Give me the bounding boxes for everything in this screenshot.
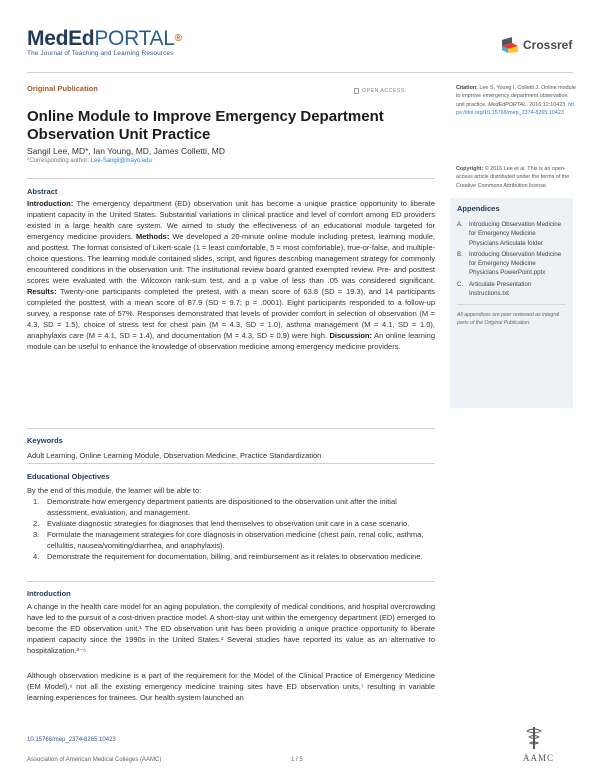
objective-number: 1. bbox=[33, 497, 40, 506]
article-type-label: Original Publication bbox=[27, 84, 98, 93]
abstract-results-text: Twenty-one participants completed the pretest, with a mean score of 63.8 (SD = 19.3), and 14 participants completed the posttest, with a mean score of 87.9 (SD = 9.7; p = .0001). Eight participants responded to a follow-up survey, a response rate of 57%. Responses demonstrated that levels of provider comfort in selection of observation (M = 4.3, SD = 1.5), choice of stress test for chest pain (M = 4.3, SD = 1.0), asthma management (M = 4.1, SD = 1.0), anaphylaxis care (M = 4.1, SD = 1.4), and documentation (M = 4.3, SD = 0.9) were high. bbox=[27, 287, 435, 340]
copyright-label: Copyright: bbox=[456, 166, 484, 172]
appendix-letter: C. bbox=[457, 280, 464, 288]
appendix-title: Introducing Observation Medicine for Emergency Medicine Physicians PowerPoint.pptx bbox=[469, 250, 562, 277]
license-link[interactable]: Attribution bbox=[503, 182, 528, 189]
citation-label: Citation: bbox=[456, 85, 478, 91]
appendix-item[interactable] bbox=[457, 220, 566, 248]
aamc-logo-icon bbox=[513, 725, 565, 770]
objective-text: Formulate the management strategies for core diagnosis in observation medicine (chest pain, renal colic, asthma, cellulitis, nausea/vomiting/diarrhea, and anaphylaxis). bbox=[47, 530, 424, 550]
appendix-item[interactable] bbox=[457, 280, 566, 299]
logo-portal: PORTAL bbox=[94, 27, 175, 50]
logo-tagline: The Journal of Teaching and Learning Resources bbox=[27, 50, 174, 57]
aamc-wordmark: AAMC bbox=[523, 753, 555, 763]
logo-registered-mark: ® bbox=[174, 33, 182, 44]
abstract-intro-text: The emergency department (ED) observation unit has become a unique practice opportunity to liberate inpatient capacity in the United States. Substantial variations in clinical practice and level of comfort among ED providers existed in a large health care system. We aimed to study the effectiveness of an educational module targeted for emergency medicine providers. bbox=[27, 199, 435, 241]
citation-journal: MedEdPORTAL bbox=[488, 101, 527, 108]
corresponding-email-link[interactable]: Lee-Sangil@mayo.edu bbox=[90, 158, 152, 164]
keywords-heading: Keywords bbox=[27, 436, 63, 445]
introduction-heading: Introduction bbox=[27, 589, 71, 598]
objective-item bbox=[33, 518, 435, 529]
copyright-text: © 2016 Lee et al. This is an open-access article distributed under the terms of the Creative Commons bbox=[456, 166, 570, 189]
abstract-body bbox=[27, 198, 435, 352]
appendices-heading: Appendices bbox=[457, 204, 500, 213]
objective-text: Demonstrate how emergency department patients are dispositioned to the observation unit after the initial assessment, evaluation, and management. bbox=[47, 497, 397, 517]
divider-introduction bbox=[27, 581, 435, 582]
divider-keywords bbox=[27, 428, 435, 429]
footer-doi[interactable]: 10.15766/mep_2374-8265.10423 bbox=[27, 737, 116, 743]
appendices-note: All appendices are peer reviewed as integral parts of the Original Publication. bbox=[457, 312, 560, 326]
objective-text: Evaluate diagnostic strategies for diagnoses that lend themselves to observation unit care in a case scenario. bbox=[47, 519, 410, 528]
objectives-lead: By the end of this module, the learner will be able to: bbox=[27, 486, 202, 495]
citation-block bbox=[456, 84, 576, 118]
logo-wordmark bbox=[27, 28, 182, 49]
objective-item bbox=[33, 529, 435, 551]
citation-tail: . 2016;12:10423. bbox=[526, 101, 567, 108]
appendix-item[interactable] bbox=[457, 250, 566, 278]
logo-med: MedEd bbox=[27, 27, 95, 50]
abstract-methods-text: We developed a 20-minute online module including pretest, learning module, and posttest. The format consisted of Likert-scale (1 = least comfortable, 5 = most comfortable), true-or-false, and multiple-choice questions. The learning module contained slides, script, and figures describing management strategy for commonly encountered conditions in the observation unit. The institutional review board granted exempted review. Pre- and posttest scores were evaluated with the Wilcoxon rank-sum test, and a p value of less than .05 was considered significant. bbox=[27, 232, 435, 285]
footer-publisher: Association of American Medical Colleges (AAMC) bbox=[27, 757, 162, 763]
abstract-discussion-label: Discussion: bbox=[329, 331, 372, 340]
open-lock-icon bbox=[354, 88, 359, 94]
abstract-intro-label: Introduction: bbox=[27, 199, 74, 208]
appendices-panel bbox=[450, 198, 573, 408]
educational-objectives bbox=[27, 471, 435, 562]
mededportal-logo[interactable] bbox=[27, 28, 182, 57]
corresponding-author bbox=[27, 158, 152, 164]
objective-number: 3. bbox=[33, 530, 40, 539]
abstract-results-label: Results: bbox=[27, 287, 57, 296]
divider-abstract bbox=[27, 178, 435, 179]
objective-item bbox=[33, 551, 435, 562]
author-list: Sangil Lee, MD*, Ian Young, MD, James Colletti, MD bbox=[27, 146, 225, 156]
article-title: Online Module to Improve Emergency Department Observation Unit Practice bbox=[27, 108, 384, 143]
open-access-label: OPEN ACCESS bbox=[362, 88, 405, 94]
open-access-badge bbox=[354, 88, 405, 94]
objective-number: 4. bbox=[33, 552, 40, 561]
introduction-paragraph-1: A change in the health care model for an aging population, the complexity of medical conditions, and hospital overcrowding have led to the pursuit of a cost-driven practice model. A short-stay unit within the emergency department (ED) emerged to become the ED observation unit.¹ The ED observation unit has been providing a unique practice opportunity to liberate inpatient capacity since the 1990s in the United States.² Several studies have reported its value as an alternative to hospitalization.³⁻⁵ bbox=[27, 602, 435, 655]
abstract-methods-label: Methods: bbox=[136, 232, 170, 241]
header-divider bbox=[27, 72, 573, 73]
copyright-tail: license. bbox=[527, 182, 548, 189]
objective-item bbox=[33, 496, 435, 518]
page-number: 1 / 5 bbox=[291, 757, 303, 763]
corresponding-author-label: *Corresponding author: bbox=[27, 158, 91, 164]
appendix-title: Introducing Observation Medicine for Emergency Medicine Physicians Articulate folder bbox=[469, 221, 562, 247]
divider-objectives bbox=[27, 463, 435, 464]
citation-doi-link[interactable]: https://doi.org/10.15766/mep_2374-8265.10423 bbox=[456, 101, 575, 117]
appendices-divider bbox=[457, 304, 566, 305]
objectives-heading: Educational Objectives bbox=[27, 472, 110, 481]
citation-text: Lee S, Young I, Colletti J. Online module to improve emergency department observation unit practice. bbox=[456, 85, 576, 108]
abstract-discussion-text: An online learning module can be useful to enhance the knowledge of observation medicine among emergency medicine providers. bbox=[27, 331, 435, 351]
crossref-icon bbox=[500, 36, 520, 54]
appendix-letter: B. bbox=[457, 250, 463, 258]
objective-text: Demonstrate the requirement for documentation, billing, and reimbursement as it relates to observation medicine. bbox=[47, 552, 423, 561]
keywords-text: Adult Learning, Online Learning Module, Observation Medicine, Practice Standardization bbox=[27, 451, 322, 460]
appendix-title: Articulate Presentation Instructions.txt bbox=[469, 280, 532, 298]
appendix-letter: A. bbox=[457, 221, 463, 228]
introduction-paragraph-2: Although observation medicine is a part of the requirement for the Model of the Clinical Practice of Emergency Medicine (EM Model),⁶ not all the existing emergency medicine training sites have ED observation units,⁷ resulting in variable learning experiences for trainees. Our health system launched an bbox=[27, 671, 435, 702]
crossref-badge[interactable] bbox=[500, 36, 572, 54]
abstract-heading: Abstract bbox=[27, 187, 58, 196]
objectives-list bbox=[27, 496, 435, 562]
crossref-label: Crossref bbox=[523, 38, 573, 52]
objective-number: 2. bbox=[33, 519, 40, 528]
copyright-block bbox=[456, 165, 576, 190]
